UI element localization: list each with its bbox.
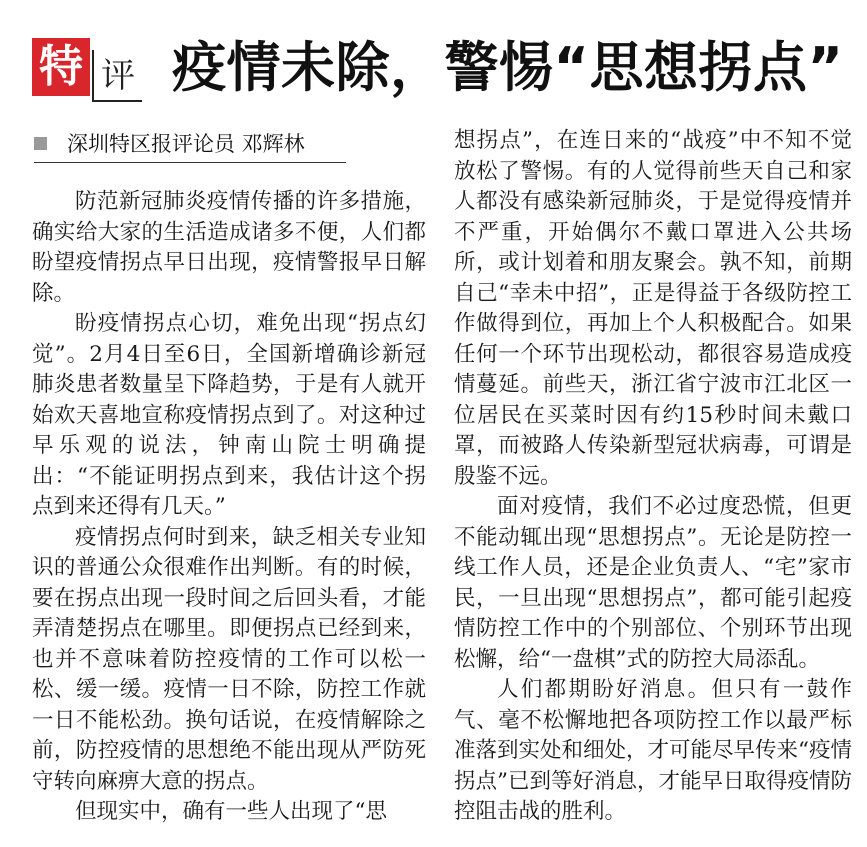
article-column-left xyxy=(32,187,426,828)
article-paragraph-1: 防范新冠肺炎疫情传播的许多措施，确实给大家的生活造成诸多不便，人们都盼望疫情拐点早日出现，疫情警报早日解除。 xyxy=(32,189,426,306)
byline xyxy=(34,128,305,158)
byline-square-icon xyxy=(34,137,47,150)
article-paragraph-5: 面对疫情，我们不必过度恐慌，但更不能动辄出现“思想拐点”。无论是防控一线工作人员，还是企业负责人、“宅”家市民，一旦出现“思想拐点”，都可能引起疫情防控工作中的个别部位、个别环节出现松懈，给“一盘棋”式的防控大局添乱。 xyxy=(454,494,852,672)
article-paragraph-3: 疫情拐点何时到来，缺乏相关专业知识的普通公众很难作出判断。有的时候，要在拐点出现一段时间之后回头看，才能弄清楚拐点在哪里。即便拐点已经到来，也并不意味着防控疫情的工作可以松一松、缓一缓。疫情一日不除，防控工作就一日不能松劲。换句话说，在疫情解除之前，防控疫情的思想绝不能出现从严防死守转向麻痹大意的拐点。 xyxy=(32,524,426,794)
byline-divider xyxy=(34,162,346,163)
column-badge-sub: 评 xyxy=(92,50,142,102)
headline: 疫情未除，警惕“思想拐点” xyxy=(172,36,844,99)
article-column-right xyxy=(454,126,852,828)
column-badge-main: 特 xyxy=(32,38,90,96)
byline-text: 深圳特区报评论员 邓辉林 xyxy=(67,132,305,156)
article-paragraph-4-start: 但现实中，确有一些人出现了“思 xyxy=(75,799,387,824)
article-paragraph-2: 盼疫情拐点心切，难免出现“拐点幻觉”。2月4日至6日，全国新增确诊新冠肺炎患者数量呈下降趋势，于是有人就开始欢天喜地宣称疫情拐点到了。对这种过早乐观的说法，钟南山院士明确提出：“不能证明拐点到来，我估计这个拐点到来还得有几天。” xyxy=(32,311,426,519)
article-paragraph-4-continued: 想拐点”，在连日来的“战疫”中不知不觉放松了警惕。有的人觉得前些天自己和家人都没有感染新冠肺炎，于是觉得疫情并不严重，开始偶尔不戴口罩进入公共场所，或计划着和朋友聚会。孰不知，前期自己“幸未中招”，正是得益于各级防控工作做得到位，再加上个人积极配合。如果任何一个环节出现松动，都很容易造成疫情蔓延。前些天，浙江省宁波市江北区一位居民在买菜时因有约15秒时间未戴口罩，而被路人传染新型冠状病毒，可谓是殷鉴不远。 xyxy=(454,128,852,489)
article-paragraph-6: 人们都期盼好消息。但只有一鼓作气、毫不松懈地把各项防控工作以最严标准落到实处和细处，才可能尽早传来“疫情拐点”已到等好消息，才能早日取得疫情防控阻击战的胜利。 xyxy=(454,677,852,824)
